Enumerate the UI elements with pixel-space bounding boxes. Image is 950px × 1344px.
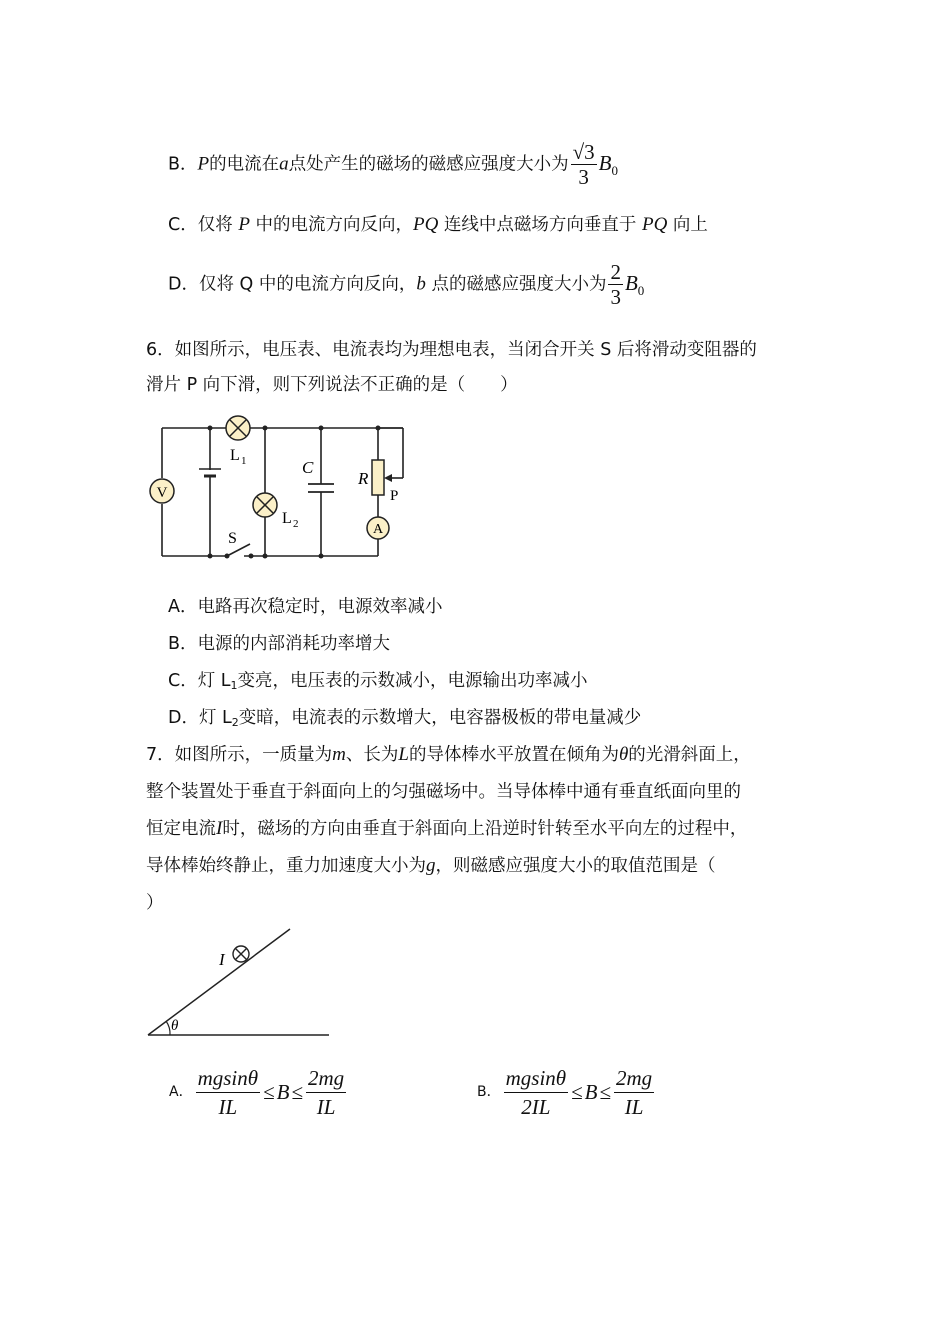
le-symbol: ≤ [571, 1080, 583, 1104]
b-symbol: B [276, 1080, 290, 1104]
subscript: 2 [231, 716, 239, 729]
denominator: 2IL [521, 1095, 551, 1119]
slider-label: P [390, 488, 399, 504]
text: 的电流在 [209, 154, 280, 175]
denominator: IL [316, 1095, 336, 1119]
denominator: 3 [578, 165, 589, 189]
numerator: 2mg [306, 1064, 346, 1093]
lamp-l2-subscript: 2 [293, 518, 299, 530]
var-p: P [197, 153, 210, 175]
lamp-l2-icon [253, 493, 277, 517]
text: 中的电流方向反向， [255, 215, 413, 235]
le-symbol: ≤ [291, 1080, 303, 1104]
var-a: a [279, 153, 289, 175]
fraction-sqrt3-over-3 [571, 140, 597, 189]
numerator: mgsinθ [504, 1064, 569, 1093]
lamp-l1-label: L [230, 447, 240, 464]
text: C．灯 L [168, 671, 231, 691]
lamp-l2-label: L [282, 510, 292, 527]
b-zero [598, 150, 618, 178]
q7-option-a [168, 1064, 348, 1121]
denominator: 3 [610, 285, 621, 309]
option-label: A． [169, 1084, 193, 1100]
var-g: g [426, 855, 436, 876]
subscript: 0 [611, 162, 618, 178]
rheostat-label: R [358, 469, 369, 488]
b-zero [624, 270, 645, 298]
var-theta: θ [618, 744, 629, 765]
q6-circuit-diagram [140, 412, 430, 572]
numerator: 2 [610, 260, 621, 284]
option-label: B． [168, 154, 198, 175]
current-into-page-icon [233, 946, 249, 962]
ammeter-label: A [372, 522, 384, 537]
subscript: 0 [637, 282, 645, 298]
q7-incline-diagram [140, 922, 340, 1042]
numerator: √3 [572, 140, 595, 164]
q6-option-a: A．电路再次稳定时，电源效率减小 [168, 597, 443, 617]
var-m: m [332, 744, 346, 765]
lamp-l1-icon [226, 416, 250, 440]
q6-option-b: B．电源的内部消耗功率增大 [168, 634, 391, 654]
q7-stem-line-4 [146, 854, 716, 878]
var-pq: PQ [413, 214, 439, 235]
text: D．灯 L [168, 708, 232, 728]
option-label: C． [168, 215, 198, 235]
text: 变暗，电流表的示数增大，电容器极板的带电量减少 [238, 708, 642, 728]
text: 点的磁感应强度大小为 [431, 274, 607, 295]
fraction-right [306, 1064, 346, 1121]
text: 仅将 [197, 215, 233, 235]
option-label: B． [477, 1084, 501, 1100]
le-symbol: ≤ [599, 1080, 611, 1104]
numerator: 2mg [614, 1064, 654, 1093]
q5-option-d [168, 260, 644, 309]
text: 变亮，电压表的示数减小，电源输出功率减小 [237, 671, 588, 691]
fraction-right [614, 1064, 654, 1121]
q7-stem-line-1 [146, 743, 751, 767]
q6-option-d [168, 706, 641, 735]
b-symbol: B [598, 150, 612, 175]
q7-stem-line-3 [146, 817, 747, 841]
denominator: IL [624, 1095, 644, 1119]
lamp-l1-subscript: 1 [241, 455, 247, 467]
text: 仅将 Q 中的电流方向反向， [198, 274, 417, 295]
text: 向上 [672, 215, 708, 235]
rheostat-icon [372, 460, 384, 495]
current-label: I [219, 950, 225, 969]
text: 恒定电流 [146, 819, 216, 839]
var-b: b [416, 273, 426, 295]
capacitor-label: C [302, 458, 314, 477]
var-l: L [398, 744, 409, 765]
var-i: I [216, 818, 223, 839]
text: 的导体棒水平放置在倾角为 [408, 745, 619, 765]
q7-stem-line-2: 整个装置处于垂直于斜面向上的匀强磁场中。当导体棒中通有垂直纸面向里的 [146, 782, 741, 802]
q5-option-b [168, 140, 618, 189]
denominator: IL [218, 1095, 238, 1119]
text: 、长为 [345, 745, 399, 765]
var-p: P [238, 214, 250, 235]
var-pq: PQ [641, 214, 668, 235]
q6-stem-line-2: 滑片 P 向下滑，则下列说法不正确的是（ ） [146, 375, 518, 395]
fraction-2-over-3 [608, 260, 623, 309]
text: 时，磁场的方向由垂直于斜面向上沿逆时针转至水平向左的过程中， [222, 819, 748, 839]
text: 点处产生的磁场的磁感应强度大小为 [288, 154, 569, 175]
text: 的光滑斜面上， [628, 745, 751, 765]
text: 7．如图所示，一质量为 [146, 745, 333, 765]
q5-option-c [168, 213, 708, 237]
text: ，则磁感应强度大小的取值范围是（ [435, 856, 716, 876]
fraction-left [504, 1064, 569, 1121]
q7-stem-line-5: ） [146, 893, 164, 913]
q6-option-c [168, 669, 588, 698]
b-symbol: B [584, 1080, 598, 1104]
numerator: mgsinθ [196, 1064, 261, 1093]
switch-label: S [228, 530, 237, 547]
option-label: D． [168, 274, 199, 295]
text: 连线中点磁场方向垂直于 [443, 215, 637, 235]
voltmeter-label: V [156, 485, 168, 501]
subscript: 1 [230, 679, 238, 692]
text: 导体棒始终静止，重力加速度大小为 [146, 856, 426, 876]
fraction-left [196, 1064, 261, 1121]
angle-label: θ [171, 1018, 179, 1034]
q7-option-b [476, 1064, 656, 1121]
b-symbol: B [624, 270, 638, 295]
q6-stem-line-1: 6．如图所示，电压表、电流表均为理想电表，当闭合开关 S 后将滑动变阻器的 [146, 340, 757, 360]
le-symbol: ≤ [263, 1080, 275, 1104]
